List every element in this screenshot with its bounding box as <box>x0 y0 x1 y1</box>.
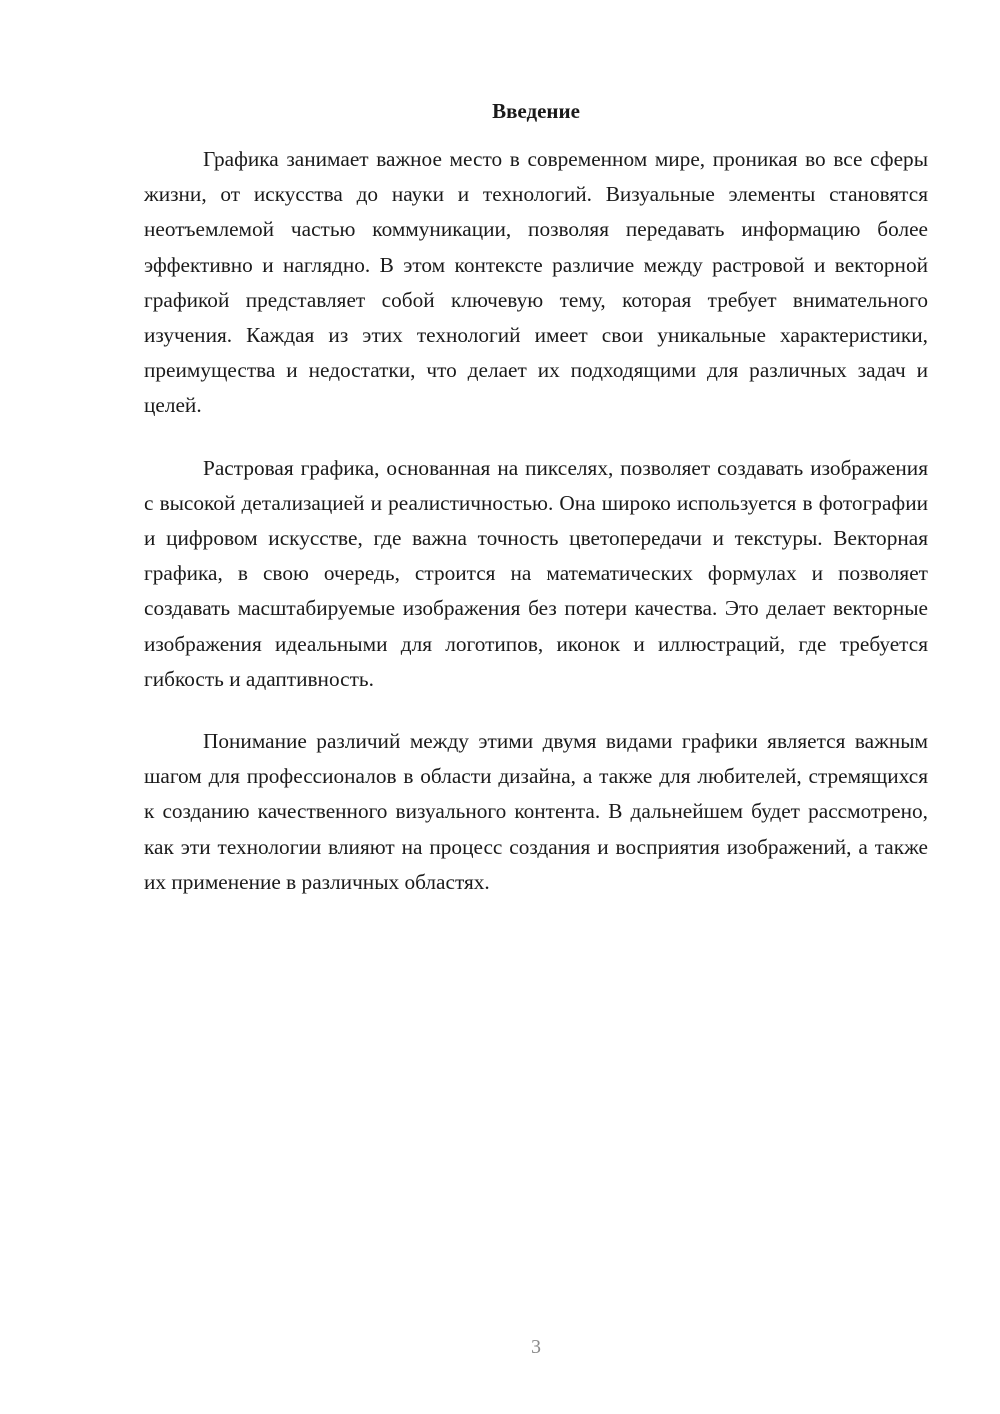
paragraph-conclusion: Понимание различий между этими двумя видами графики является важным шагом для профессионалов в области дизайна, а также для любителей, стремящихся к созданию качественного визуального контента. В дальнейшем будет рассмотрено, как эти технологии влияют на процесс создания и восприятия изображений, а также их применение в различных областях. <box>144 729 928 894</box>
page-number: 3 <box>531 1336 541 1358</box>
paragraph-raster-vector: Растровая графика, основанная на пикселях, позволяет создавать изображения с высокой детализацией и реалистичностью. Она широко используется в фотографии и цифровом искусстве, где важна точность цветопередачи и текстуры. Векторная графика, в свою очередь, строится на математических формулах и позволяет создавать масштабируемые изображения без потери качества. Это делает векторные изображения идеальными для логотипов, иконок и иллюстраций, где требуется гибкость и адаптивность. <box>144 455 928 691</box>
paragraph-intro: Графика занимает важное место в современном мире, проникая во все сферы жизни, от искусства до науки и технологий. Визуальные элементы становятся неотъемлемой частью коммуникации, позволяя передавать информацию более эффективно и наглядно. В этом контексте различие между растровой и векторной графикой представляет собой ключевую тему, которая требует внимательного изучения. Каждая из этих технологий имеет свои уникальные характеристики, преимущества и недостатки, что делает их подходящими для различных задач и целей. <box>144 147 928 418</box>
body-text <box>144 142 928 927</box>
section-heading: Введение <box>492 99 580 123</box>
